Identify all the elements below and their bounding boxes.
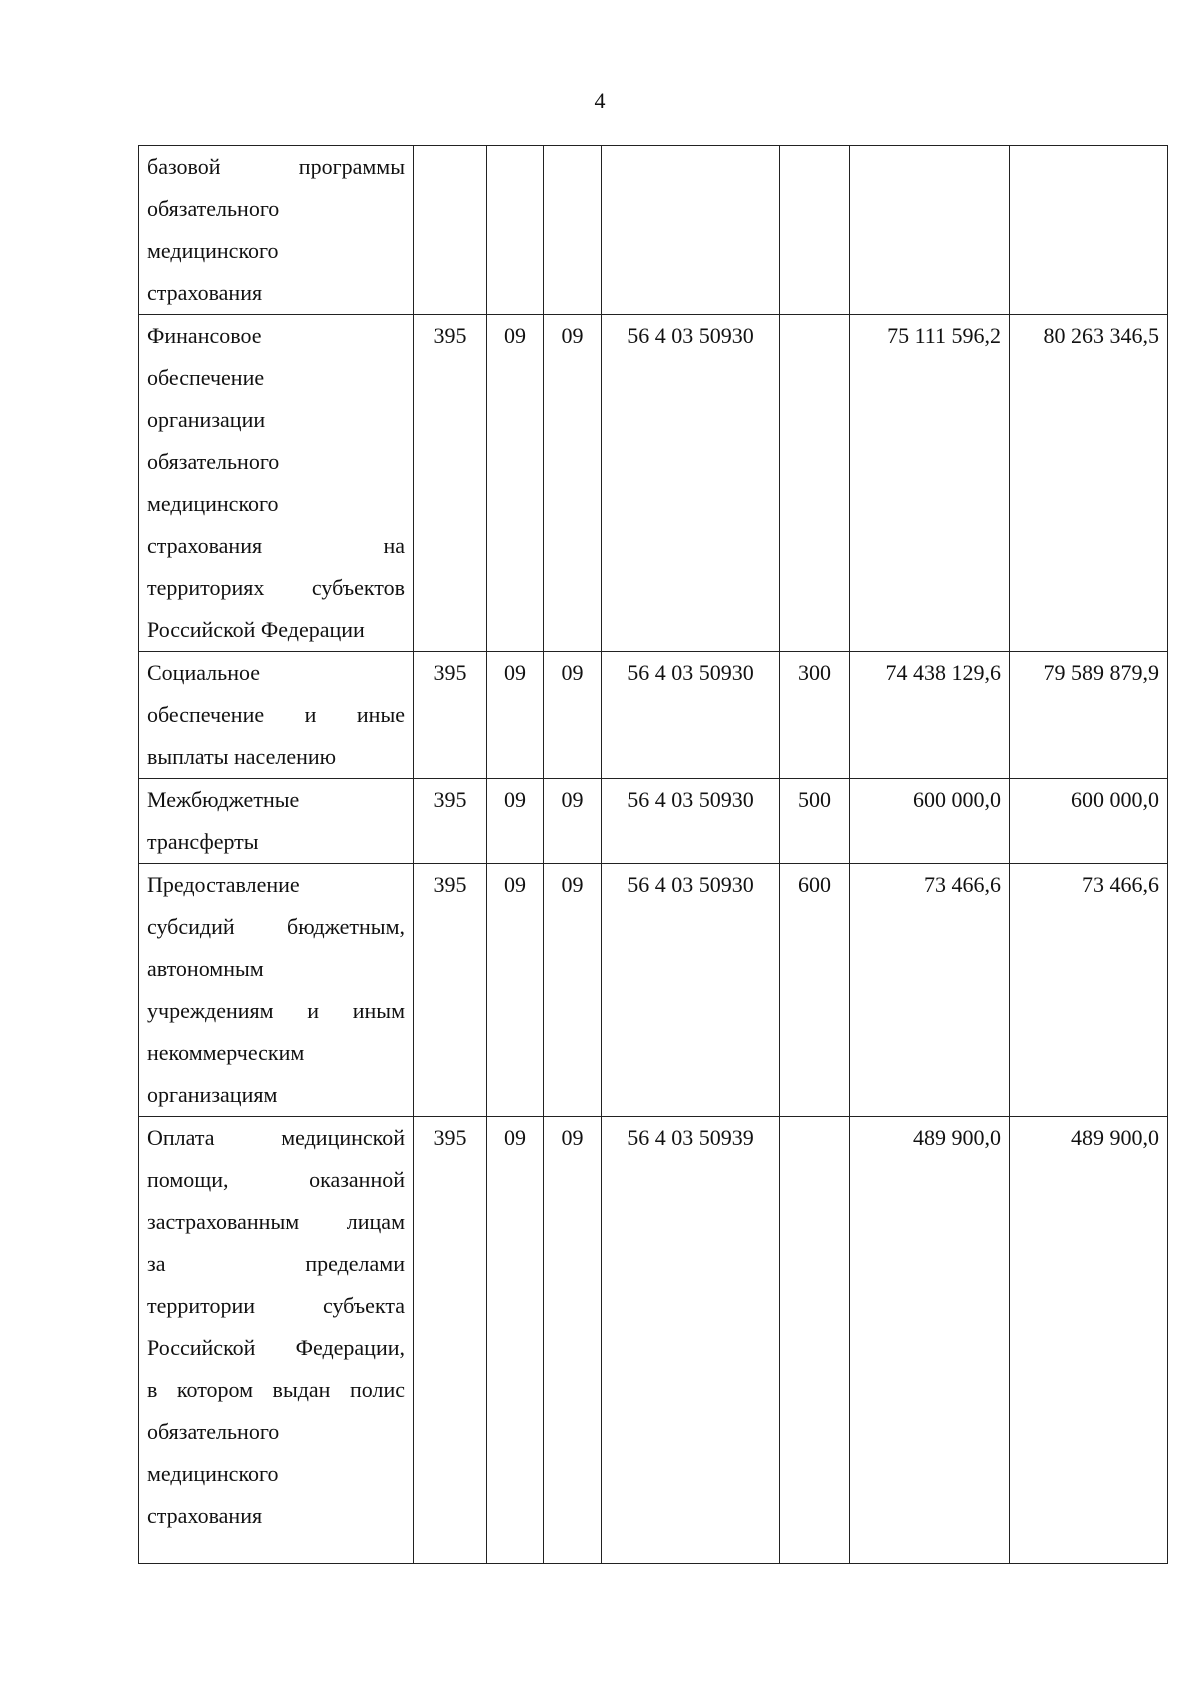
row-description [139,1117,414,1564]
page-number: 4 [594,88,606,113]
description-line: территориях субъектов [147,575,405,600]
budget-table [138,145,1168,1564]
description-line: Финансовое [147,323,262,348]
target-article-cell: 56 4 03 50930 [602,864,780,1117]
description-line: Российской Федерации, [147,1335,405,1360]
description-line: Социальное [147,660,260,685]
amount-year1-cell: 75 111 596,2 [850,315,1010,652]
amount-year2-cell [1010,146,1168,315]
description-line: медицинского [147,1461,279,1486]
amount-year1-cell: 74 438 129,6 [850,652,1010,779]
target-article-cell: 56 4 03 50930 [602,315,780,652]
description-line: территории субъекта [147,1293,405,1318]
expense-type-cell: 600 [780,864,850,1117]
description-line: обязательного [147,449,280,474]
description-line: автономным [147,956,264,981]
subsection-code-cell: 09 [544,864,602,1117]
target-article-cell: 56 4 03 50939 [602,1117,780,1564]
table-row [139,1117,1168,1564]
amount-year2-cell: 80 263 346,5 [1010,315,1168,652]
expense-type-cell [780,315,850,652]
amount-year1-cell [850,146,1010,315]
description-line: обязательного [147,196,280,221]
description-line: Оплата медицинской [147,1125,405,1150]
row-description [139,652,414,779]
description-line: обеспечение [147,365,265,390]
amount-year2-cell: 79 589 879,9 [1010,652,1168,779]
amount-year1-cell: 489 900,0 [850,1117,1010,1564]
description-line: обеспечение и иные [147,702,405,727]
amount-year1-cell: 73 466,6 [850,864,1010,1117]
subsection-code-cell [544,146,602,315]
description-line: некоммерческим [147,1040,305,1065]
table-row [139,779,1168,864]
description-line: Межбюджетные [147,787,300,812]
description-line: Предоставление [147,872,300,897]
expense-type-cell: 500 [780,779,850,864]
subsection-code-cell: 09 [544,779,602,864]
table-row [139,146,1168,315]
description-line: застрахованным лицам [147,1209,405,1234]
amount-year2-cell: 489 900,0 [1010,1117,1168,1564]
description-line: страхования на [147,533,405,558]
description-line: за пределами [147,1251,405,1276]
description-line: организации [147,407,266,432]
subsection-code-cell: 09 [544,652,602,779]
description-line: обязательного [147,1419,280,1444]
admin-code-cell: 395 [414,779,487,864]
description-line: страхования [147,1503,263,1528]
description-line: медицинского [147,491,279,516]
description-line: субсидий бюджетным, [147,914,405,939]
amount-year2-cell: 600 000,0 [1010,779,1168,864]
amount-year1-cell: 600 000,0 [850,779,1010,864]
table-body [139,146,1168,1564]
expense-type-cell [780,1117,850,1564]
description-line: организациям [147,1082,278,1107]
subsection-code-cell: 09 [544,315,602,652]
admin-code-cell: 395 [414,652,487,779]
row-description [139,315,414,652]
amount-year2-cell: 73 466,6 [1010,864,1168,1117]
admin-code-cell: 395 [414,864,487,1117]
description-line: Российской Федерации [147,617,365,642]
description-line: трансферты [147,829,259,854]
subsection-code-cell: 09 [544,1117,602,1564]
description-line: учреждениям и иным [147,998,405,1023]
section-code-cell [487,146,544,315]
section-code-cell: 09 [487,652,544,779]
description-line: выплаты населению [147,744,337,769]
section-code-cell: 09 [487,1117,544,1564]
admin-code-cell: 395 [414,1117,487,1564]
row-description [139,864,414,1117]
section-code-cell: 09 [487,864,544,1117]
target-article-cell [602,146,780,315]
table-row [139,652,1168,779]
table-row [139,315,1168,652]
section-code-cell: 09 [487,779,544,864]
target-article-cell: 56 4 03 50930 [602,779,780,864]
admin-code-cell [414,146,487,315]
description-line: помощи, оказанной [147,1167,405,1192]
expense-type-cell: 300 [780,652,850,779]
expense-type-cell [780,146,850,315]
description-line: в котором выдан полис [147,1377,405,1402]
target-article-cell: 56 4 03 50930 [602,652,780,779]
admin-code-cell: 395 [414,315,487,652]
section-code-cell: 09 [487,315,544,652]
row-description [139,779,414,864]
row-description [139,146,414,315]
description-line: медицинского [147,238,279,263]
description-line: базовой программы [147,154,405,179]
description-line: страхования [147,280,263,305]
table-row [139,864,1168,1117]
